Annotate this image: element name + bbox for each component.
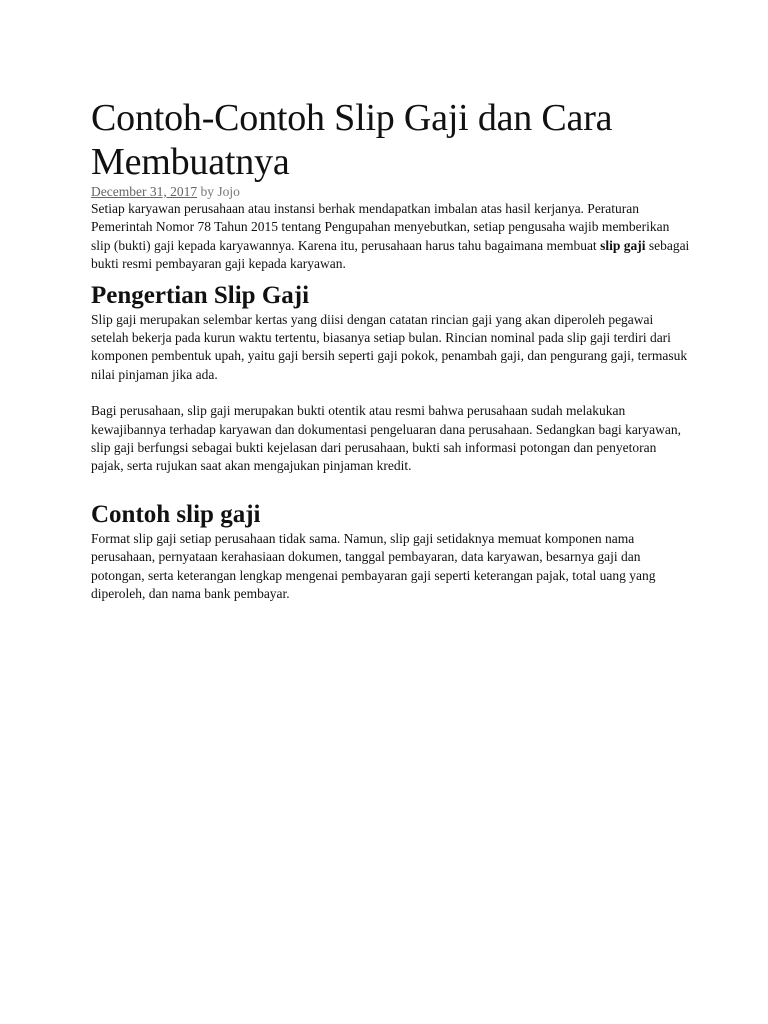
intro-text: Setiap karyawan perusahaan atau instansi berhak mendapatkan imbalan atas hasil kerjanya. Peraturan Pemerintah Nomor 78 Tahun 2015 tentang Pengupahan menyebutkan, setiap pengusaha wajib memberikan slip (bukti) gaji kepada karyawannya. Karena itu, perusahaan harus tahu bagaimana membuat	[91, 201, 670, 253]
intro-bold-keyword: slip gaji	[600, 237, 646, 253]
intro-text-end: sebagai bukti resmi pembayaran gaji kepada karyawan.	[91, 237, 690, 272]
article	[91, 96, 691, 604]
section-paragraph: Slip gaji merupakan selembar kertas yang diisi dengan catatan rincian gaji yang akan diperoleh pegawai setelah bekerja pada kurun waktu tertentu, biasanya setiap bulan. Rincian nominal pada slip gaji terdiri dari komponen pembentuk upah, yaitu gaji bersih seperti gaji pokok, penambah gaji, dan pengurang gaji, termasuk nilai pinjaman jika ada.	[91, 311, 688, 382]
post-meta	[91, 184, 691, 200]
intro-paragraph	[91, 200, 691, 274]
section-paragraph: Bagi perusahaan, slip gaji merupakan bukti otentik atau resmi bahwa perusahaan sudah melakukan kewajibannya terhadap karyawan dan dokumentasi pengeluaran dana perusahaan. Sedangkan bagi karyawan, slip gaji berfungsi sebagai bukti kejelasan dari perusahaan, bukti sah informasi potongan dan penyetoran pajak, serta rujukan saat akan mengajukan pinjaman kredit.	[91, 403, 682, 474]
paragraph-spacer	[91, 384, 691, 402]
section-heading-contoh: Contoh slip gaji	[91, 500, 261, 528]
post-date-link[interactable]: December 31, 2017	[91, 184, 198, 199]
page-title: Contoh-Contoh Slip Gaji dan Cara Membuatnya	[91, 97, 613, 183]
section-heading-pengertian: Pengertian Slip Gaji	[91, 281, 310, 309]
author-name: Jojo	[217, 184, 240, 199]
section-paragraph: Format slip gaji setiap perusahaan tidak sama. Namun, slip gaji setidaknya memuat komponen nama perusahaan, pernyataan kerahasiaan dokumen, tanggal pembayaran, data karyawan, besarnya gaji dan potongan, serta keterangan lengkap mengenai pembayaran gaji seperti keterangan pajak, total uang yang diperoleh, dan nama bank pembayar.	[91, 530, 656, 602]
by-label: by	[200, 184, 214, 199]
